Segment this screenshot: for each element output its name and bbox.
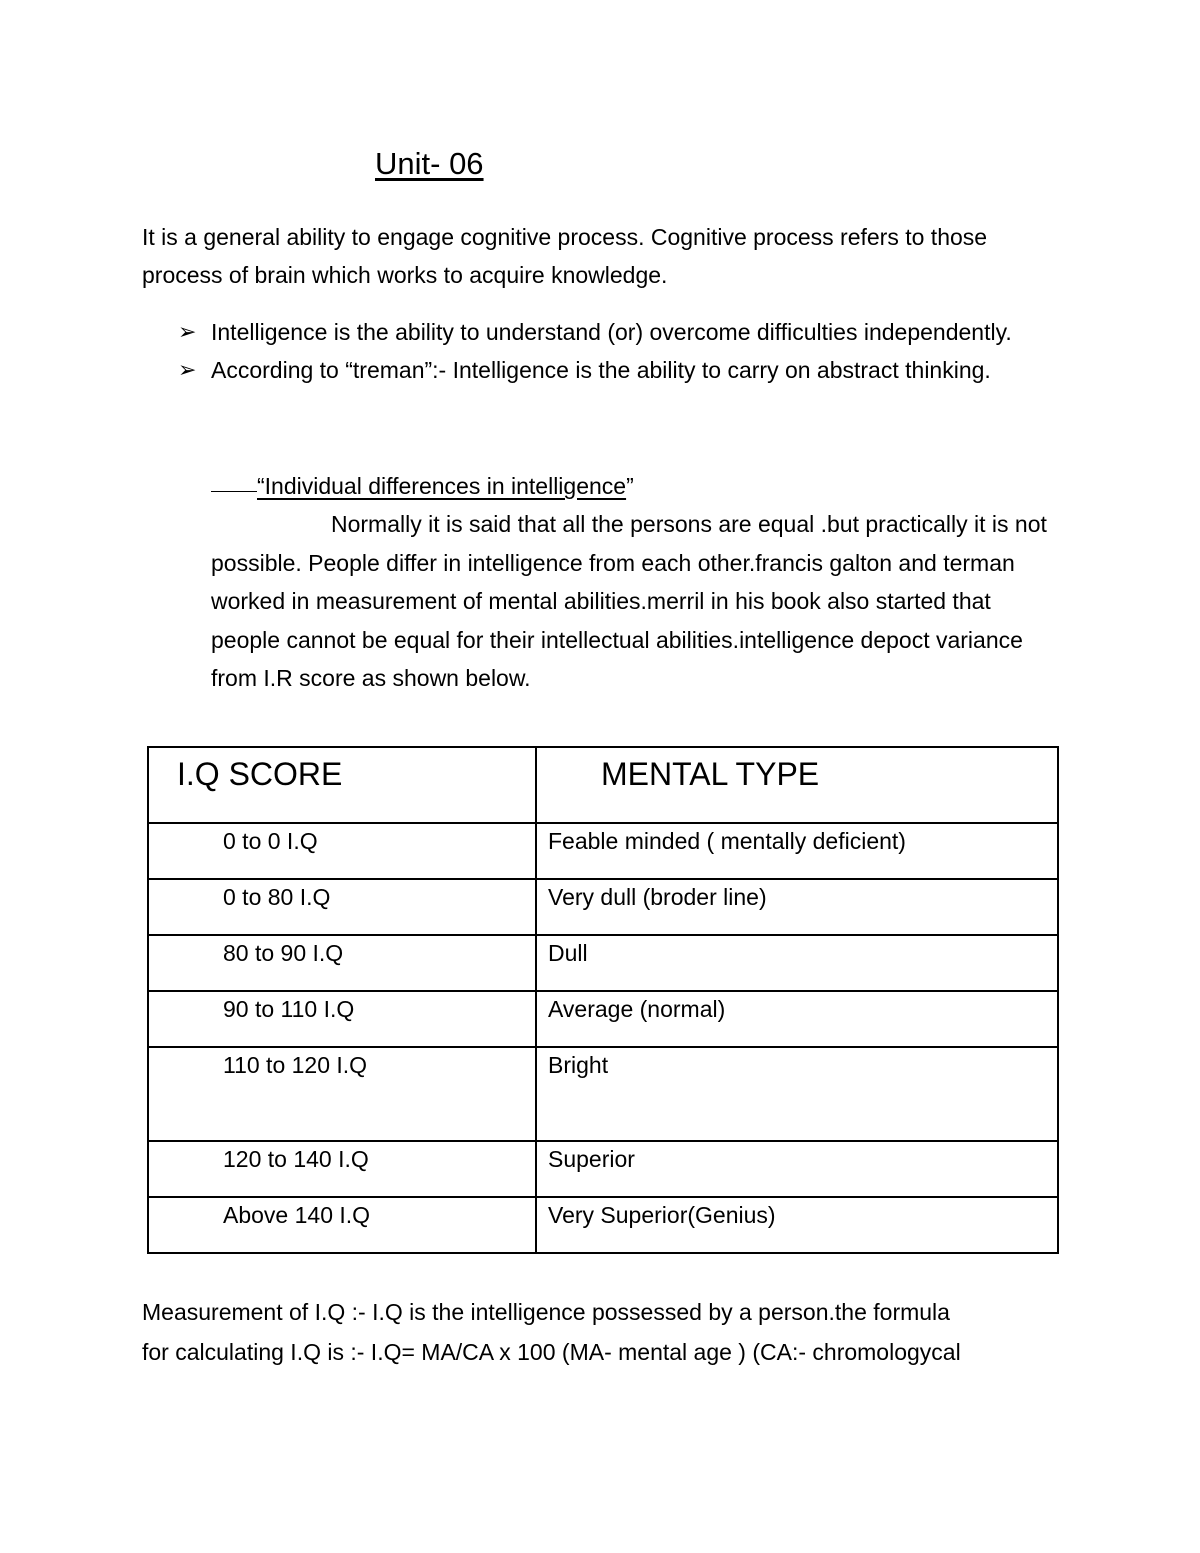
intro-line-2: process of brain which works to acquire knowledge. [142,262,668,288]
iq-table [147,746,1059,1254]
intro-line-1: It is a general ability to engage cognitive process. Cognitive process refers to those [142,224,988,250]
subheading-close-quote: ” [626,473,634,499]
intro-paragraph [142,218,1082,294]
measurement-paragraph [142,1292,1062,1372]
iq-score-cell: 110 to 120 I.Q [148,1047,536,1141]
mental-type-cell: Bright [536,1047,1058,1141]
bullet-text: According to “treman”:- Intelligence is the ability to carry on abstract thinking. [211,357,991,383]
subheading-text: “Individual differences in intelligence [257,473,627,499]
table-row [148,935,1058,991]
arrow-bullet-icon: ➢ [178,357,197,382]
header-iq-score: I.Q SCORE [148,747,536,823]
mental-type-cell: Superior [536,1141,1058,1197]
body-paragraph: Normally it is said that all the persons are equal .but practically it is not possible. People differ in intelligence from each other.francis galton and terman worked in measurement of mental abilities.merril in his book also started that people cannot be equal for their intellectual abilities.intelligence depoct variance from I.R score as shown below. [211,511,1047,691]
mental-type-cell: Dull [536,935,1058,991]
iq-score-cell: 90 to 110 I.Q [148,991,536,1047]
underline-leader [211,473,257,492]
table-row [148,1141,1058,1197]
bullet-item [178,313,1058,351]
bullet-list [178,313,1058,389]
mental-type-cell: Very Superior(Genius) [536,1197,1058,1253]
iq-score-cell: 0 to 80 I.Q [148,879,536,935]
iq-score-cell: Above 140 I.Q [148,1197,536,1253]
iq-score-cell: 120 to 140 I.Q [148,1141,536,1197]
table-header-row [148,747,1058,823]
measurement-line-2: for calculating I.Q is :- I.Q= MA/CA x 100 (MA- mental age ) (CA:- chromologycal [142,1339,961,1365]
bullet-item [178,351,1058,389]
measurement-line-1: Measurement of I.Q :- I.Q is the intelligence possessed by a person.the formula [142,1299,950,1325]
table-row [148,823,1058,879]
header-mental-type: MENTAL TYPE [536,747,1058,823]
table-row [148,1047,1058,1141]
bullet-text: Intelligence is the ability to understand (or) overcome difficulties independently. [211,319,1012,345]
table-row [148,879,1058,935]
mental-type-cell: Feable minded ( mentally deficient) [536,823,1058,879]
page-title: Unit- 06 [375,146,484,181]
arrow-bullet-icon: ➢ [178,319,197,344]
iq-score-cell: 0 to 0 I.Q [148,823,536,879]
mental-type-cell: Average (normal) [536,991,1058,1047]
table-row [148,991,1058,1047]
section-subheading [211,467,634,505]
iq-score-cell: 80 to 90 I.Q [148,935,536,991]
table-row [148,1197,1058,1253]
mental-type-cell: Very dull (broder line) [536,879,1058,935]
